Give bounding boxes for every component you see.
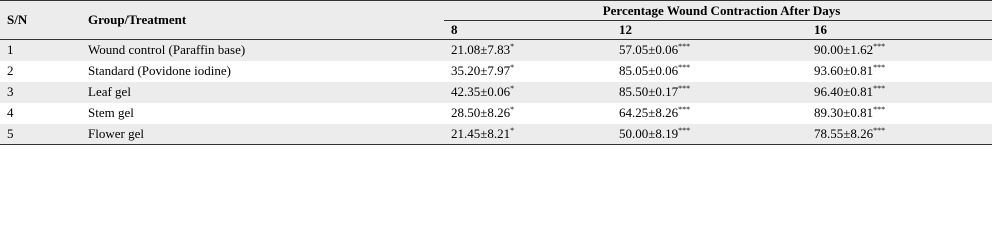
cell-value: 78.55±8.26 xyxy=(814,125,874,141)
significance-mark: *** xyxy=(678,125,691,135)
significance-mark: *** xyxy=(873,125,886,135)
cell-group: Leaf gel xyxy=(88,84,131,99)
cell-group: Wound control (Paraffin base) xyxy=(88,42,246,58)
cell-group: Stem gel xyxy=(88,105,134,120)
cell-value: 93.60±0.81 xyxy=(814,63,874,78)
header-percentage-wound-contraction: Percentage Wound Contraction After Days xyxy=(444,1,992,21)
significance-mark: *** xyxy=(873,63,886,72)
cell-value: 96.40±0.81 xyxy=(814,84,874,99)
significance-mark: * xyxy=(510,63,515,72)
cell-day-8 xyxy=(444,82,612,103)
table-row xyxy=(0,40,992,61)
cell-day-16 xyxy=(807,61,992,82)
significance-mark: *** xyxy=(873,42,886,52)
cell-day-8 xyxy=(444,124,612,145)
cell-day-12 xyxy=(612,82,807,103)
header-group-treatment: Group/Treatment xyxy=(81,1,444,40)
cell-value: 57.05±0.06 xyxy=(619,42,679,58)
cell-day-16 xyxy=(807,82,992,103)
cell-day-12 xyxy=(612,124,807,145)
cell-group: Standard (Povidone iodine) xyxy=(88,63,231,78)
cell-sn: 1 xyxy=(7,42,14,58)
cell-value: 21.45±8.21 xyxy=(451,125,511,141)
cell-sn: 5 xyxy=(0,124,81,145)
significance-mark: * xyxy=(510,105,515,114)
table-row xyxy=(0,61,992,82)
header-sn: S/N xyxy=(0,1,81,40)
header-day-16: 16 xyxy=(807,21,992,40)
table-row xyxy=(0,82,992,103)
header-day-8: 8 xyxy=(444,21,612,40)
cell-day-16 xyxy=(807,103,992,124)
table-row xyxy=(0,103,992,124)
cell-value: 85.50±0.17 xyxy=(619,84,679,99)
cell-sn: 2 xyxy=(7,63,14,78)
table-row xyxy=(0,124,992,145)
cell-value: 50.00±8.19 xyxy=(619,125,679,141)
cell-value: 90.00±1.62 xyxy=(814,42,874,58)
cell-value: 89.30±0.81 xyxy=(814,105,874,120)
cell-day-16 xyxy=(807,124,992,145)
significance-mark: *** xyxy=(873,105,886,114)
significance-mark: *** xyxy=(678,84,691,93)
significance-mark: * xyxy=(510,84,515,93)
significance-mark: * xyxy=(510,125,515,135)
significance-mark: *** xyxy=(678,105,691,114)
significance-mark: * xyxy=(510,42,515,52)
cell-value: 42.35±0.06 xyxy=(451,84,511,99)
cell-group: Flower gel xyxy=(81,124,444,145)
cell-sn: 4 xyxy=(7,105,14,120)
cell-day-8 xyxy=(444,61,612,82)
cell-value: 85.05±0.06 xyxy=(619,63,679,78)
header-day-12: 12 xyxy=(612,21,807,40)
cell-value: 35.20±7.97 xyxy=(451,63,511,78)
significance-mark: *** xyxy=(873,84,886,93)
cell-day-16 xyxy=(807,40,992,61)
cell-value: 28.50±8.26 xyxy=(451,105,511,120)
significance-mark: *** xyxy=(678,42,691,52)
cell-value: 21.08±7.83 xyxy=(451,42,511,58)
cell-sn: 3 xyxy=(7,84,14,99)
cell-day-12 xyxy=(612,61,807,82)
header-row-top xyxy=(0,1,992,21)
cell-day-12 xyxy=(612,103,807,124)
cell-day-8 xyxy=(444,103,612,124)
cell-day-12 xyxy=(612,40,807,61)
cell-day-8 xyxy=(444,40,612,61)
cell-value: 64.25±8.26 xyxy=(619,105,679,120)
significance-mark: *** xyxy=(678,63,691,72)
